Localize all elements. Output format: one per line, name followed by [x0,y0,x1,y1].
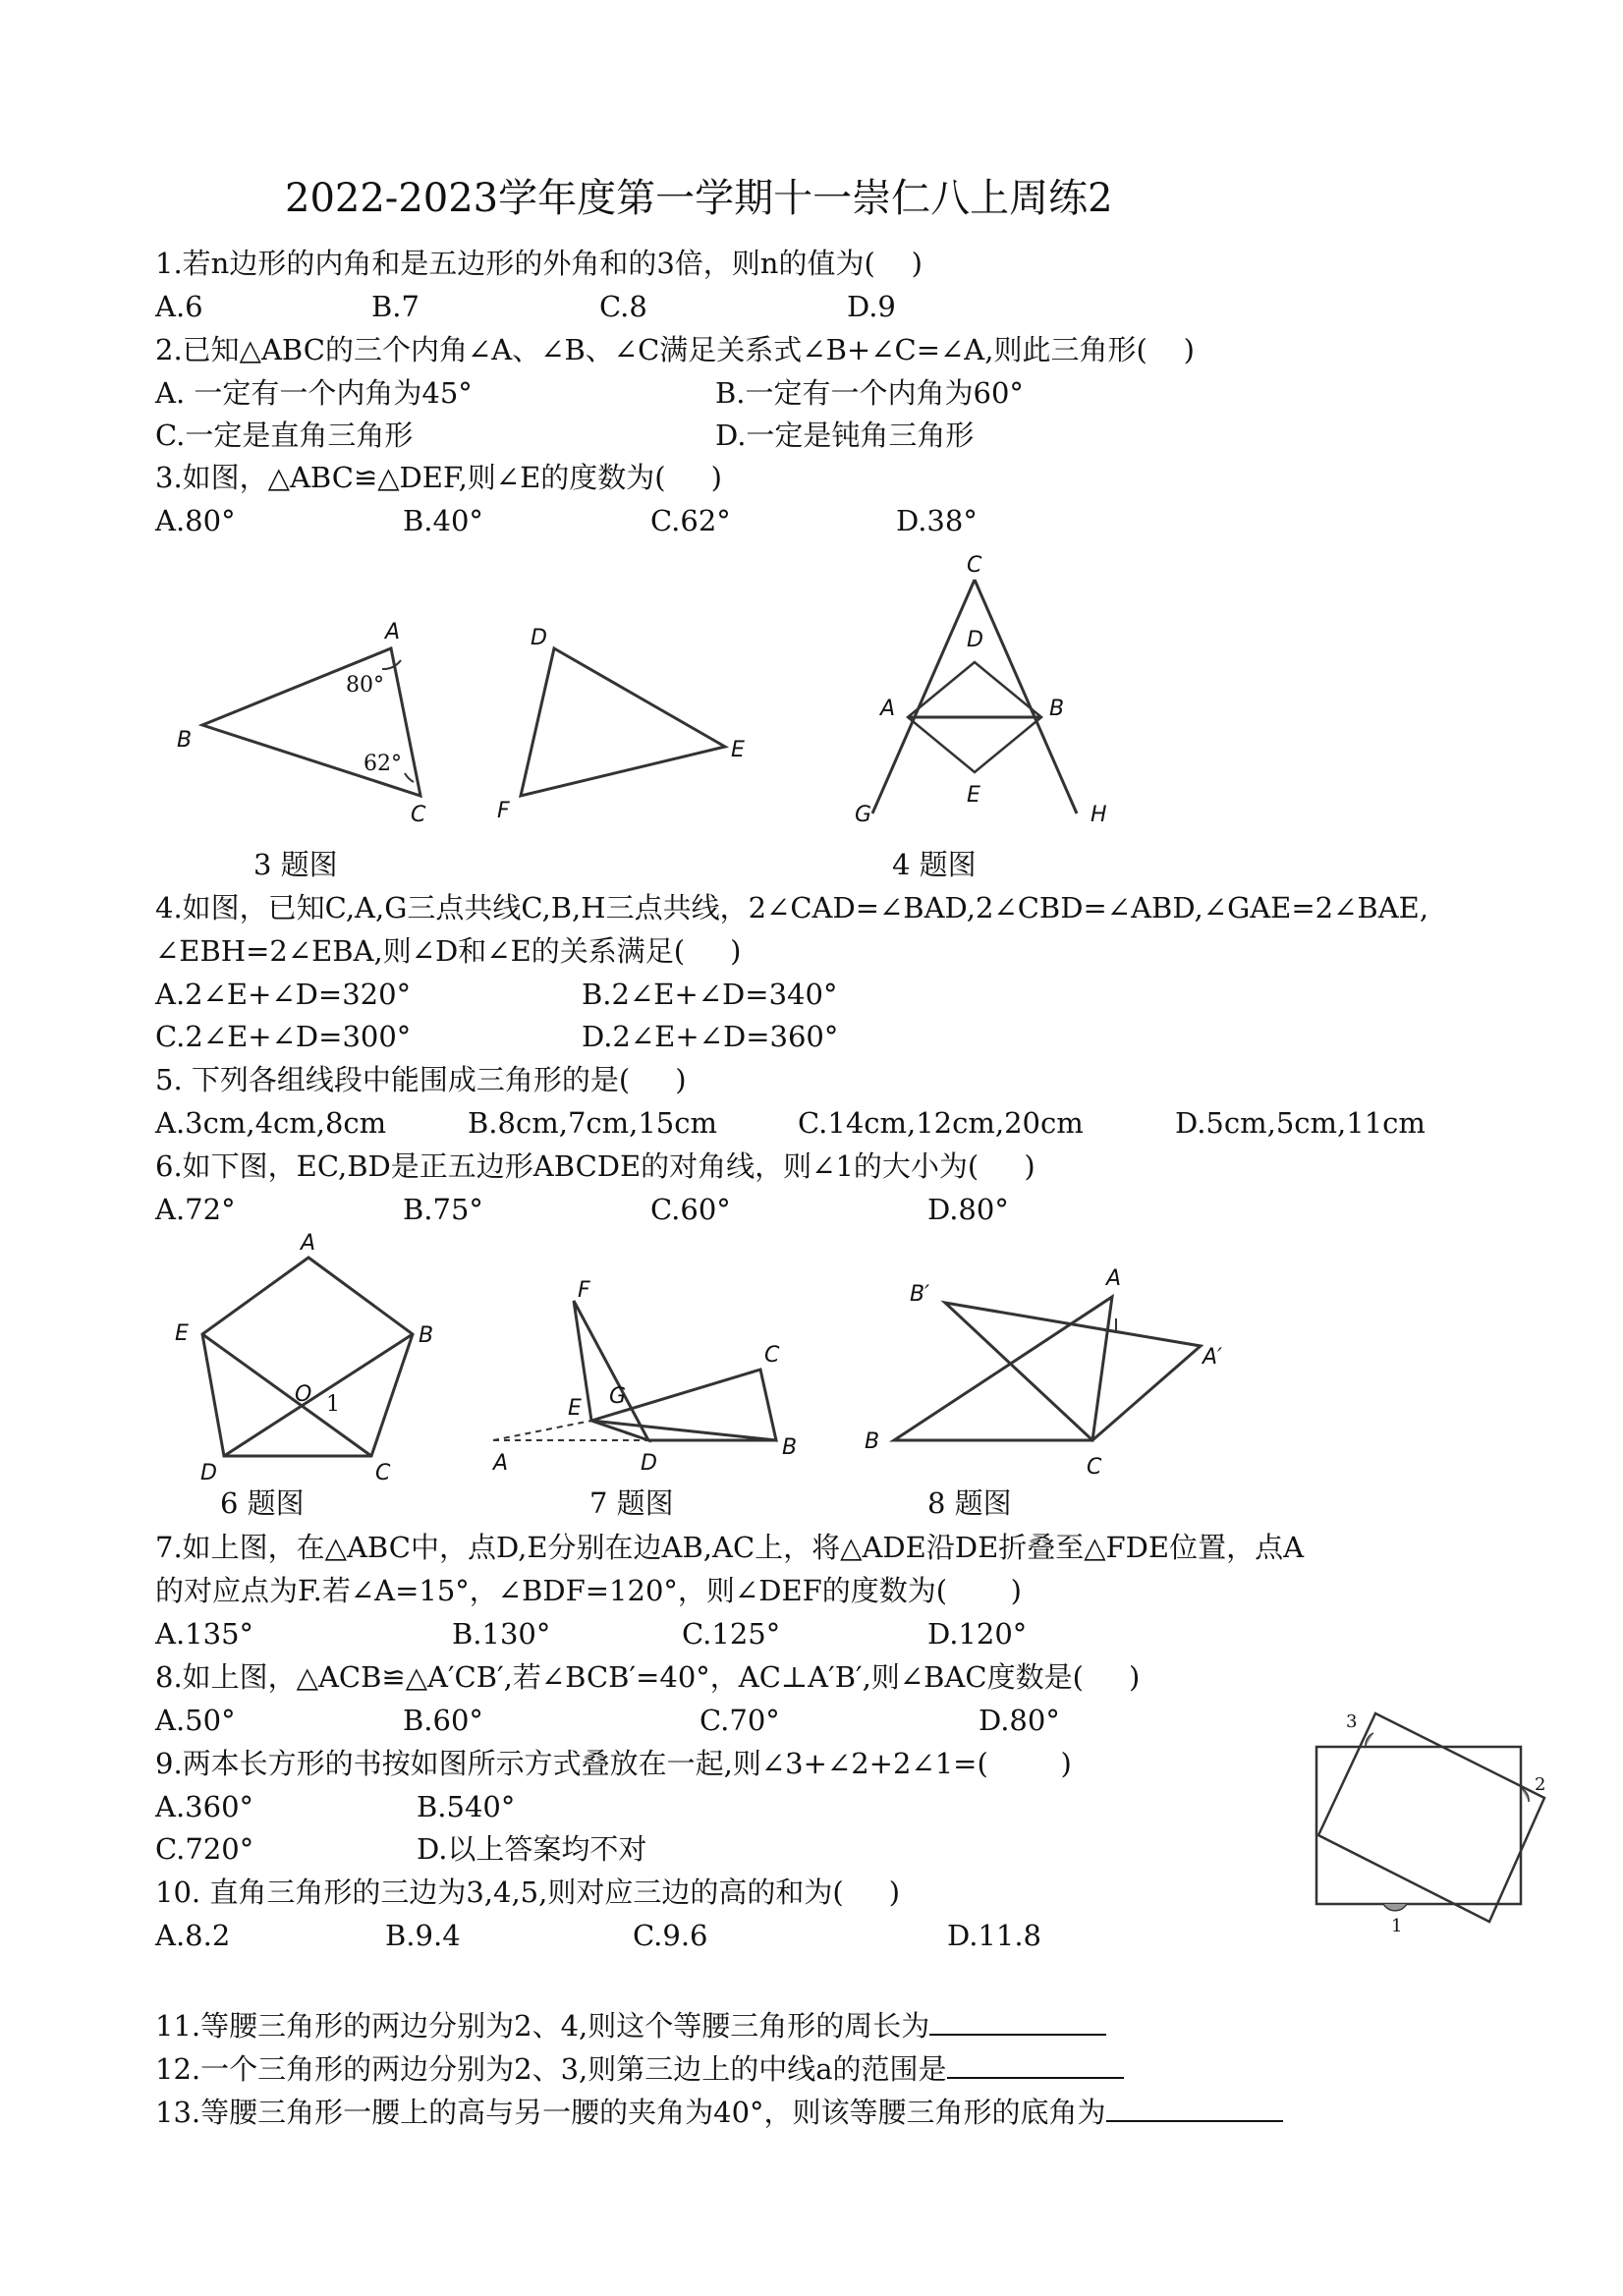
q3-option-a: A.80° [155,504,236,537]
figure-6-caption: 6 题图 [220,1486,305,1520]
q6-option-a: A.72° [155,1193,236,1226]
q1-option-b: B.7 [371,290,420,323]
label-b: B [419,1323,434,1348]
question-1-stem: 1.若n边形的内角和是五边形的外角和的3倍，则n的值为( ) [155,247,923,280]
diagonal-ec [202,1334,371,1456]
q3-option-c: C.62° [650,504,731,537]
angle-arc-a [382,660,401,669]
q10-option-b: B.9.4 [385,1919,461,1952]
question-13-stem: 13.等腰三角形一腰上的高与另一腰的夹角为40°，则该等腰三角形的底角为 [155,2096,1106,2129]
q7-option-b: B.130° [452,1617,551,1651]
q6-option-b: B.75° [403,1193,483,1226]
answer-blank-12[interactable] [947,2047,1124,2079]
label-b: B [782,1435,798,1460]
q4-option-c: C.2∠E+∠D=300° [155,1020,412,1053]
question-12-stem: 12.一个三角形的两边分别为2、3,则第三边上的中线a的范围是 [155,2052,947,2086]
question-2-stem: 2.已知△ABC的三个内角∠A、∠B、∠C满足关系式∠B+∠C=∠A,则此三角形( ) [155,333,1195,366]
q2-option-c: C.一定是直角三角形 [155,419,414,452]
q10-option-d: D.11.8 [947,1919,1042,1952]
question-8-stem: 8.如上图，△ACB≌△A′CB′,若∠BCB′=40°，AC⊥A′B′,则∠BAC度数是( ) [155,1660,1141,1694]
q4-option-a: A.2∠E+∠D=320° [155,978,412,1011]
q7-option-a: A.135° [155,1617,254,1651]
label-a: A [1106,1266,1122,1291]
label-e: E [731,738,745,762]
book-rectangle-2 [1318,1713,1544,1922]
diagonal-bd [224,1334,413,1456]
question-9-stem: 9.两本长方形的书按如图所示方式叠放在一起,则∠3+∠2+2∠1=( ) [155,1747,1072,1780]
figure-3-caption: 3 题图 [253,848,338,881]
figure-8-rotation [855,1248,1248,1484]
label-b-prime: B′ [910,1282,930,1307]
question-4-stem-line1: 4.如图，已知C,A,G三点共线C,B,H三点共线，2∠CAD=∠BAD,2∠CBD=∠ABD,∠GAE=2∠BAE, [155,891,1429,924]
label-o: O [295,1382,312,1407]
question-7-stem-line2: 的对应点为F.若∠A=15°，∠BDF=120°，则∠DEF的度数为( ) [155,1574,1022,1607]
label-f: F [578,1278,590,1303]
question-7-stem-line1: 7.如上图，在△ABC中，点D,E分别在边AB,AC上，将△ADE沿DE折叠至△FDE位置，点A [155,1531,1305,1564]
figure-7-caption: 7 题图 [589,1486,674,1520]
question-11-stem: 11.等腰三角形的两边分别为2、4,则这个等腰三角形的周长为 [155,2009,930,2043]
q9-option-a: A.360° [155,1790,254,1823]
angle-3-mark [1366,1733,1373,1747]
angle-1-mark [1383,1904,1407,1911]
label-c: C [764,1343,780,1368]
figure-4-caption: 4 题图 [892,848,977,881]
question-11 [155,2004,1106,2045]
triangle-acb [894,1297,1112,1440]
q9-option-d: D.以上答案均不对 [417,1832,647,1866]
label-angle-1: 1 [1391,1916,1403,1936]
label-e: E [967,783,980,808]
label-angle-2: 2 [1535,1774,1546,1795]
q4-option-b: B.2∠E+∠D=340° [582,978,838,1011]
label-c: C [411,803,426,827]
q10-option-a: A.8.2 [155,1919,231,1952]
answer-blank-13[interactable] [1106,2091,1283,2122]
figure-7-fold [481,1277,835,1484]
angle-arc-c [405,773,414,782]
q5-option-b: B.8cm,7cm,15cm [468,1106,717,1140]
q2-option-b: B.一定有一个内角为60° [715,376,1024,410]
q8-option-c: C.70° [700,1704,780,1737]
q9-option-c: C.720° [155,1832,254,1866]
q8-option-d: D.80° [979,1704,1060,1737]
label-f: F [497,799,510,823]
label-b: B [865,1429,880,1454]
q1-option-d: D.9 [847,290,896,323]
label-b: B [1049,697,1065,721]
question-4-stem-line2: ∠EBH=2∠EBA,则∠D和∠E的关系满足( ) [155,934,742,968]
triangle-a-prime-c-b-prime [945,1303,1201,1440]
label-b: B [177,728,193,753]
figure-8-caption: 8 题图 [927,1486,1012,1520]
label-a-prime: A′ [1203,1345,1223,1370]
label-g: G [609,1384,627,1409]
label-angle-3: 3 [1346,1711,1358,1732]
angle-label-80: 80° [346,673,384,698]
q7-option-c: C.125° [682,1617,781,1651]
q6-option-d: D.80° [927,1193,1009,1226]
label-a: A [385,620,401,644]
fold-ae-dashed [493,1421,591,1440]
q10-option-c: C.9.6 [633,1919,708,1952]
q9-option-b: B.540° [417,1790,516,1823]
q1-option-c: C.8 [599,290,647,323]
question-3-stem: 3.如图，△ABC≌△DEF,则∠E的度数为( ) [155,461,722,494]
q2-option-d: D.一定是钝角三角形 [715,419,975,452]
angle-label-62: 62° [364,752,402,776]
q1-option-a: A.6 [155,290,203,323]
label-c: C [967,553,982,578]
figure-9-books [1297,1700,1562,1935]
question-12 [155,2047,1124,2089]
label-a: A [493,1451,509,1476]
label-d: D [967,628,983,652]
label-d: D [641,1451,657,1476]
figure-6-pentagon [167,1228,452,1484]
question-5-stem: 5. 下列各组线段中能围成三角形的是( ) [155,1063,687,1096]
q4-option-d: D.2∠E+∠D=360° [582,1020,839,1053]
label-e: E [175,1321,189,1346]
triangle-fde [574,1301,648,1440]
answer-blank-11[interactable] [929,2004,1106,2036]
label-c: C [1087,1455,1102,1480]
label-a: A [880,697,896,721]
triangle-def [521,648,725,796]
label-g: G [855,803,872,827]
q5-option-d: D.5cm,5cm,11cm [1175,1106,1426,1140]
q3-option-b: B.40° [403,504,483,537]
page-title: 2022-2023学年度第一学期十一崇仁八上周练2 [285,176,1113,221]
label-e: E [568,1396,582,1421]
label-a: A [301,1231,316,1256]
q5-option-a: A.3cm,4cm,8cm [155,1106,387,1140]
label-angle-1: 1 [326,1392,340,1417]
q3-option-d: D.38° [896,504,978,537]
label-h: H [1091,803,1107,827]
label-c: C [375,1461,391,1485]
label-d: D [531,626,547,650]
q5-option-c: C.14cm,12cm,20cm [798,1106,1084,1140]
figure-4-diagram [845,550,1140,845]
question-10-stem: 10. 直角三角形的三边为3,4,5,则对应三边的高的和为( ) [155,1876,901,1909]
q2-option-a: A. 一定有一个内角为45° [155,376,473,410]
figure-3-triangles [167,609,796,845]
q8-option-b: B.60° [403,1704,483,1737]
q6-option-c: C.60° [650,1193,731,1226]
q7-option-d: D.120° [927,1617,1028,1651]
q8-option-a: A.50° [155,1704,236,1737]
question-6-stem: 6.如下图，EC,BD是正五边形ABCDE的对角线，则∠1的大小为( ) [155,1149,1035,1183]
question-13 [155,2091,1283,2132]
label-d: D [200,1461,217,1485]
